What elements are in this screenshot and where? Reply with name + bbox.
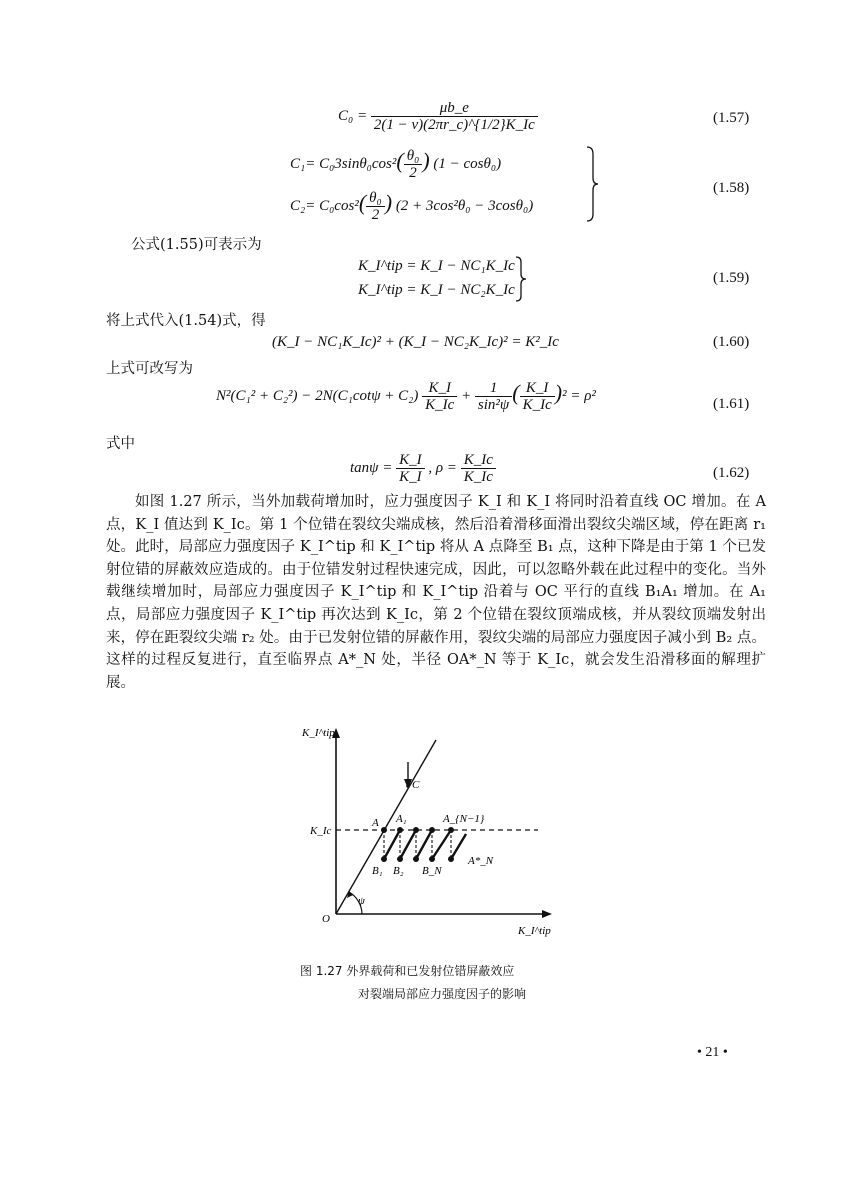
equation-1-58b: C₂= C₀cos²( $\frac{\text{θ₀}}{2}$ ) (2 + 3cos²θ₀ − 3cosθ₀) (290, 190, 534, 224)
eq161-number: (1.61) (713, 396, 750, 412)
eq162-f2den: K_Ic (463, 469, 493, 485)
eq158b-num: θ₀ (366, 190, 385, 207)
eq158b-rhs: (2 + 3cos²θ₀ − 3cosθ₀) (395, 198, 534, 214)
eq161-plus: + (461, 388, 472, 404)
equation-1-59a: K_I^tip = K_I − NC₁K_Ic (358, 258, 515, 274)
body-paragraph: 如图 1.27 所示，当外加载荷增加时，应力强度因子 K_I 和 K_I 将同时沿着直线 OC 增加。在 A 点，K_I 值达到 K_Ic。第 1 个位错在裂纹尖端成核，然后沿着滑移面滑出裂纹尖端区域，停在距离 r₁ 处。此时，局部应力强度因子 K_I^tip 和 K_I^tip 将从 A 点降至 B₁ 点，这种下降是由于第 1 个已发射位错的屏蔽效应造成的。由于位错发射过程快速完成，因此，可以忽略外载在此过程中的变化。当外载继续增加时，局部应力强度因子 K_I^tip 和 K_I^tip 沿着与 OC 平行的直线 B₁A₁ 增加。在 A₁ 点，局部应力强度因子 K_I^tip 再次达到 K_Ic，第 2 个位错在裂纹顶端成核，并从裂纹顶端发射出来，停在距裂纹尖端 r₂ 处。由于已发射位错的屏蔽作用，裂纹尖端的局部应力强度因子减小到 B₂ 点。这样的过程反复进行，直至临界点 A*_N 处，半径 OA*_N 等于 K_Ic，就会发生沿滑移面的解理扩展。 (106, 494, 766, 691)
eq162-lhs: tanψ = (350, 459, 393, 476)
b1-label: B₁ (372, 865, 383, 877)
segment-b2-a2 (400, 830, 416, 859)
origin-label: O (322, 913, 330, 925)
point-a2 (413, 827, 419, 833)
eq162-f1den: K_I (399, 469, 422, 485)
a-label: A (372, 817, 379, 829)
eq161-f2den: sin²ψ (477, 397, 510, 414)
c-label: C (412, 779, 420, 791)
figure-caption-line2: 对裂端局部应力强度因子的影响 (358, 987, 527, 1001)
equation-1-62 (350, 452, 496, 485)
eq157-lhs: C₀ = (338, 107, 368, 124)
eq161-f3den: K_Ic (522, 397, 552, 414)
eq159-number: (1.59) (713, 270, 750, 286)
eq161-f2num: 1 (475, 380, 512, 397)
equation-1-57 (338, 100, 538, 133)
eq157-number: (1.57) (713, 110, 750, 126)
eq162-frac1 (396, 452, 425, 485)
x-axis-label: K_I^tip (518, 925, 551, 937)
segment-b4-an1 (432, 830, 451, 859)
text-where: 式中 (106, 436, 135, 452)
eq161-frac2 (475, 380, 512, 413)
eq162-f1num: K_I (396, 452, 425, 469)
segment-bn-anstar (451, 834, 466, 859)
eq161-f3num: K_I (520, 380, 555, 397)
point-c (406, 784, 410, 788)
point-a (381, 827, 387, 833)
point-b1 (381, 856, 387, 862)
an1-label: A_{N−1} (443, 813, 485, 825)
eq157-denominator: 2(1 − ν)(2πr_c)^{1/2}K_Ic (373, 117, 535, 133)
equation-1-58a: C₁= C₀3sinθ₀cos²( $\frac{\text{θ₀}}{2}$ ) (1 − cosθ₀) (290, 148, 502, 182)
text-substitute: 将上式代入(1.54)式，得 (106, 313, 266, 329)
segment-b1-a1 (384, 830, 400, 859)
eq158a-num: θ₀ (404, 148, 423, 165)
eq161-rhs: ² = ρ² (562, 388, 596, 404)
eq162-frac2 (461, 452, 496, 485)
kic-label: K_Ic (310, 825, 332, 837)
y-axis-label: K_I^tip (302, 727, 335, 739)
eq158b-lhs: C₂= C₀cos² (290, 198, 359, 214)
eq158a-rhs: (1 − cosθ₀) (433, 156, 502, 172)
psi-label: ψ (358, 895, 365, 907)
bn-label: B_N (422, 865, 442, 877)
anstar-label: A*_N (468, 855, 494, 867)
line-oc (336, 740, 436, 914)
page-number: • 21 • (697, 1045, 728, 1060)
eq161-f1num: K_I (422, 380, 457, 397)
equation-1-60: (K_I − NC₁K_Ic)² + (K_I − NC₂K_Ic)² = K²_Ic (272, 334, 559, 350)
eq161-frac3 (520, 380, 555, 413)
eq160-number: (1.60) (713, 334, 750, 350)
eq158-brace-icon (585, 146, 599, 222)
point-bn (448, 856, 454, 862)
b2-label: B₂ (393, 865, 404, 877)
eq158-number: (1.58) (713, 180, 750, 196)
point-b3 (413, 856, 419, 862)
eq159-brace-icon (514, 256, 528, 302)
eq162-number: (1.62) (713, 465, 750, 481)
eq158b-den: 2 (371, 207, 380, 224)
equation-1-59b: K_I^tip = K_I − NC₂K_Ic (358, 282, 515, 298)
figure-1-27 (296, 722, 566, 952)
segment-b3-a3 (416, 830, 432, 859)
eq161-frac1 (422, 380, 457, 413)
eq162-mid: , ρ = (428, 459, 457, 476)
eq158a-den: 2 (409, 165, 417, 182)
eq162-f2num: K_Ic (461, 452, 496, 469)
eq158a-fraction (404, 148, 423, 181)
point-a3 (429, 827, 435, 833)
a1-label: A₁ (396, 813, 407, 825)
text-rewrite: 上式可改写为 (106, 361, 193, 377)
figure-caption-line1: 图 1.27 外界载荷和已发射位错屏蔽效应 (300, 964, 515, 978)
equation-1-61: N²(C₁² + C₂²) − 2N(C₁cotψ + C₂) $\frac{K\_I}{K\_Ic}$ + $\frac{1}{\text{sin²ψ}}$ ( $\frac{K\_I}{K\_Ic}$ )² = ρ² (216, 380, 596, 414)
text-formula-intro: 公式(1.55)可表示为 (131, 237, 262, 253)
point-b4 (429, 856, 435, 862)
eq161-part1: N²(C₁² + C₂²) − 2N(C₁cotψ + C₂) (216, 388, 419, 404)
eq161-f1den: K_Ic (425, 397, 455, 414)
eq157-numerator: μb_e (371, 100, 538, 117)
x-axis-arrow-icon (542, 910, 552, 918)
point-a1 (397, 827, 403, 833)
eq158b-fraction (366, 190, 385, 223)
point-b2 (397, 856, 403, 862)
point-an1 (448, 827, 454, 833)
eq157-fraction (371, 100, 538, 133)
eq158a-lhs: C₁= C₀3sinθ₀cos² (290, 156, 397, 172)
